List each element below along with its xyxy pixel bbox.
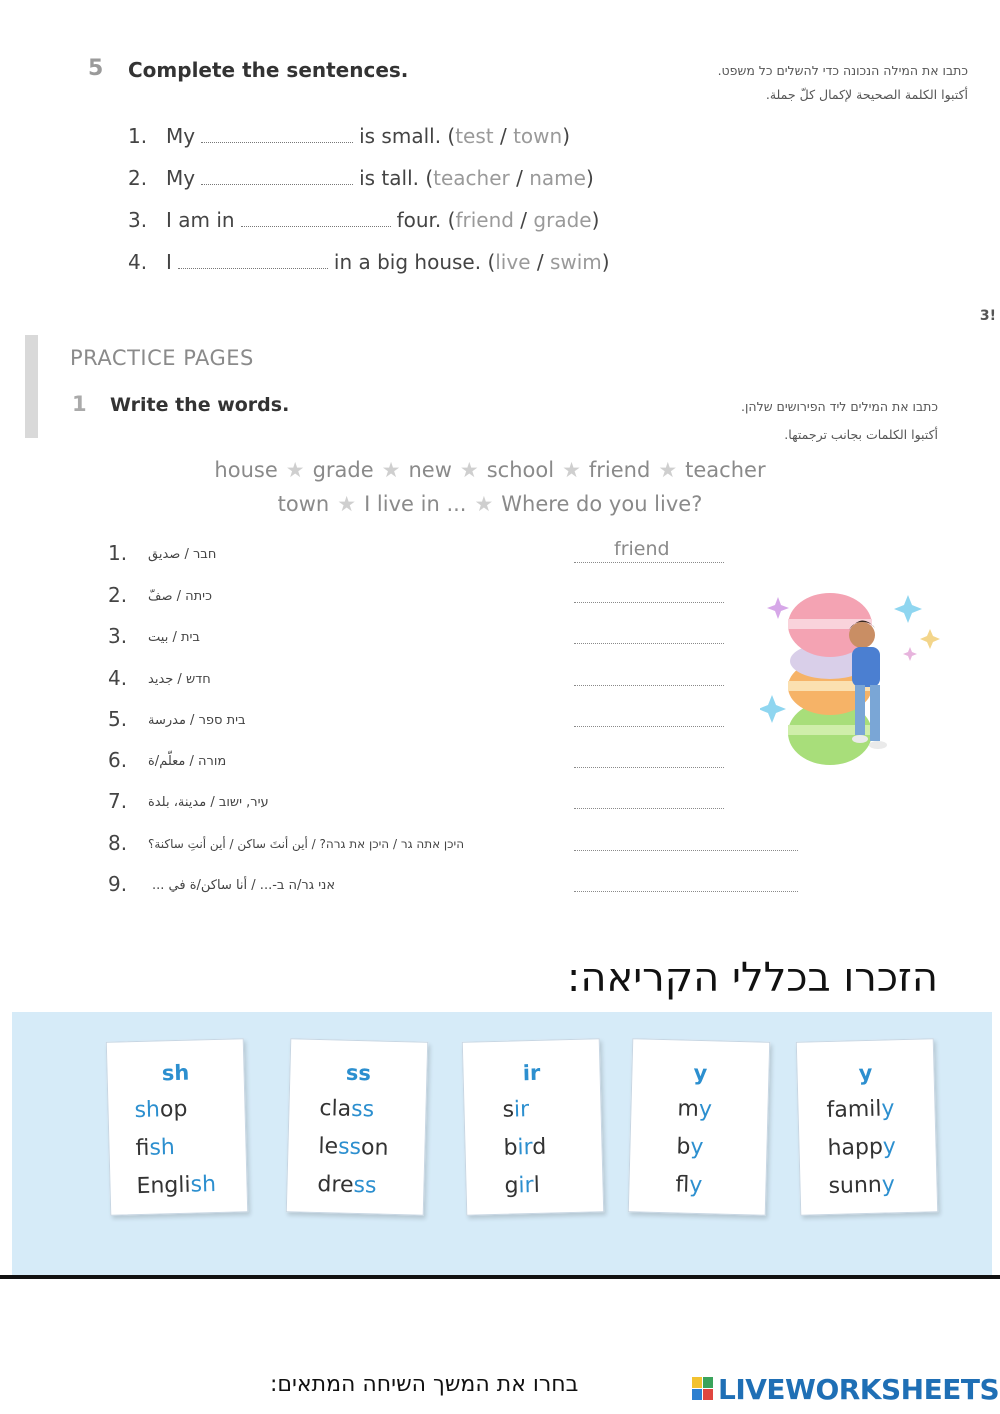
instruction-hebrew: כתבו את המילים ליד הפירושים שלהן. <box>741 399 938 414</box>
option-separator: / <box>513 208 534 232</box>
option-2: town <box>513 124 563 148</box>
option-separator: / <box>509 166 530 190</box>
answer-line[interactable] <box>574 561 724 563</box>
phonics-card <box>628 1038 771 1216</box>
item-translation: אני גר/ה ב-... / أنا ساكن/ة في ... <box>152 878 336 893</box>
answer-blank[interactable] <box>201 126 353 143</box>
card-header: y <box>693 1060 708 1086</box>
item-number: 1. <box>108 541 128 565</box>
card-word: sir <box>502 1097 530 1123</box>
card-word: shop <box>134 1096 188 1124</box>
card-word: fly <box>675 1172 703 1199</box>
option-close: ) <box>585 166 594 190</box>
answer-line[interactable] <box>574 807 724 809</box>
sentence-row <box>128 208 599 232</box>
item-translation: עיר, ישוב / مدينة، بلدة <box>148 795 269 810</box>
sentence-number: 4. <box>128 250 148 274</box>
answer-line[interactable] <box>574 725 724 727</box>
phonics-card <box>796 1038 939 1216</box>
item-translation: חדש / جديد <box>148 672 211 687</box>
rules-title: הזכרו בכללי הקריאה: <box>566 955 938 1001</box>
exercise-title: Complete the sentences. <box>128 58 409 82</box>
item-number: 5. <box>108 707 128 731</box>
exercise-title: Write the words. <box>110 394 290 416</box>
word-bank-word: house <box>214 458 278 482</box>
item-number: 8. <box>108 831 128 855</box>
option-1: live <box>495 250 531 274</box>
star-icon: ★ <box>562 458 581 482</box>
item-translation: מורה / معلّم/ة <box>148 754 227 769</box>
sentence-end: in a big house. ( <box>333 250 496 274</box>
item-number: 2. <box>108 583 128 607</box>
item-number: 9. <box>108 872 128 896</box>
word-bank-word: Where do you live? <box>501 492 703 516</box>
sentence-row <box>128 250 610 274</box>
instruction-hebrew: כתבו את המילה הנכונה כדי להשלים כל משפט. <box>717 63 968 78</box>
star-icon: ★ <box>658 458 678 482</box>
card-word: English <box>136 1172 217 1200</box>
word-bank-line <box>25 458 955 482</box>
liveworksheets-icon <box>692 1377 714 1401</box>
card-word: class <box>319 1096 375 1123</box>
word-bank-word: grade <box>312 458 374 482</box>
practice-heading: PRACTICE PAGES <box>70 346 254 370</box>
instruction-arabic: أكتبوا الكلمة الصحيحة لإكمال كلّ جملة. <box>765 87 968 102</box>
sentence-end: is small. ( <box>359 124 456 148</box>
sentence-row <box>128 166 594 190</box>
option-close: ) <box>591 208 600 232</box>
card-header: ss <box>345 1060 372 1086</box>
card-header: y <box>858 1060 873 1086</box>
option-close: ) <box>562 124 571 148</box>
word-bank-word: school <box>486 458 555 482</box>
card-word: my <box>677 1096 713 1123</box>
item-number: 3. <box>108 624 128 648</box>
option-separator: / <box>530 250 550 274</box>
sentence-row <box>128 124 570 148</box>
star-icon: ★ <box>381 458 401 482</box>
footer-instruction: בחרו את המשך השיחה המתאים: <box>270 1372 579 1397</box>
word-bank-line <box>25 492 955 516</box>
card-word: family <box>826 1096 895 1124</box>
instruction-arabic: أكتبوا الكلمات بجانب ترجمتها. <box>784 427 938 442</box>
option-1: friend <box>455 208 514 232</box>
option-close: ) <box>601 250 610 274</box>
word-bank-word: I live in ... <box>364 492 467 516</box>
logo-text: LIVEWORKSHEETS <box>718 1373 1000 1406</box>
answer-line[interactable] <box>574 684 724 686</box>
sentence-end: four. ( <box>396 208 456 232</box>
card-header: sh <box>161 1060 190 1086</box>
page-number: 3! <box>979 308 996 324</box>
star-icon: ★ <box>337 492 357 516</box>
item-number: 7. <box>108 789 128 813</box>
sentence-end: is tall. ( <box>359 166 434 190</box>
option-1: teacher <box>433 166 510 190</box>
item-translation: כיתה / صفّ <box>148 589 212 604</box>
answer-blank[interactable] <box>178 252 328 269</box>
sentence-number: 1. <box>128 124 148 148</box>
answer-blank[interactable] <box>201 168 353 185</box>
exercise-number: 1 <box>72 392 87 416</box>
item-number: 4. <box>108 666 128 690</box>
card-header: ir <box>522 1060 541 1086</box>
card-word: fish <box>135 1135 176 1162</box>
exercise-number: 5 <box>88 56 104 81</box>
option-2: name <box>529 166 586 190</box>
option-2: grade <box>533 208 592 232</box>
liveworksheets-logo <box>692 1373 999 1406</box>
star-icon: ★ <box>285 458 305 482</box>
sentence-start: I am in <box>166 208 235 232</box>
practice-side-bar <box>25 335 38 438</box>
answer-line[interactable] <box>574 642 724 644</box>
word-bank-word: new <box>408 458 452 482</box>
word-bank-word: town <box>277 492 330 516</box>
sentence-start: My <box>166 124 196 148</box>
option-separator: / <box>493 124 514 148</box>
word-bank-word: teacher <box>685 458 766 482</box>
phonics-card <box>106 1038 249 1216</box>
card-word: by <box>676 1134 704 1161</box>
sentence-start: My <box>166 166 196 190</box>
phonics-card <box>286 1038 429 1216</box>
item-number: 6. <box>108 748 128 772</box>
section-divider <box>0 1275 1000 1279</box>
card-word: bird <box>503 1134 547 1161</box>
card-word: girl <box>504 1172 541 1199</box>
answer-line[interactable] <box>574 849 798 851</box>
option-2: swim <box>549 250 602 274</box>
word-bank-word: friend <box>588 458 651 482</box>
item-translation: חבר / صديق <box>148 547 217 562</box>
answer-line[interactable] <box>574 766 724 768</box>
option-1: test <box>455 124 494 148</box>
phonics-card <box>462 1038 605 1216</box>
item-translation: היכן אתה גר / היכן את גרה? / أين أنتَ ساكن / أين أنتِ ساكنة؟ <box>148 837 465 851</box>
card-word: lesson <box>318 1134 389 1161</box>
answer-line[interactable] <box>574 601 724 603</box>
star-icon: ★ <box>459 458 479 482</box>
star-icon: ★ <box>474 492 494 516</box>
answer-blank[interactable] <box>241 210 391 227</box>
sentence-start: I <box>166 250 172 274</box>
card-word: happy <box>827 1134 897 1162</box>
answer-line[interactable] <box>574 890 798 892</box>
sentence-number: 2. <box>128 166 148 190</box>
item-translation: בית / بيت <box>148 630 200 645</box>
item-translation: בית ספר / مدرسة <box>148 713 246 728</box>
card-word: sunny <box>828 1172 896 1200</box>
item-answer: friend <box>614 538 670 560</box>
card-word: dress <box>317 1171 377 1199</box>
sentence-number: 3. <box>128 208 148 232</box>
macaron-boy-illustration <box>760 585 950 775</box>
